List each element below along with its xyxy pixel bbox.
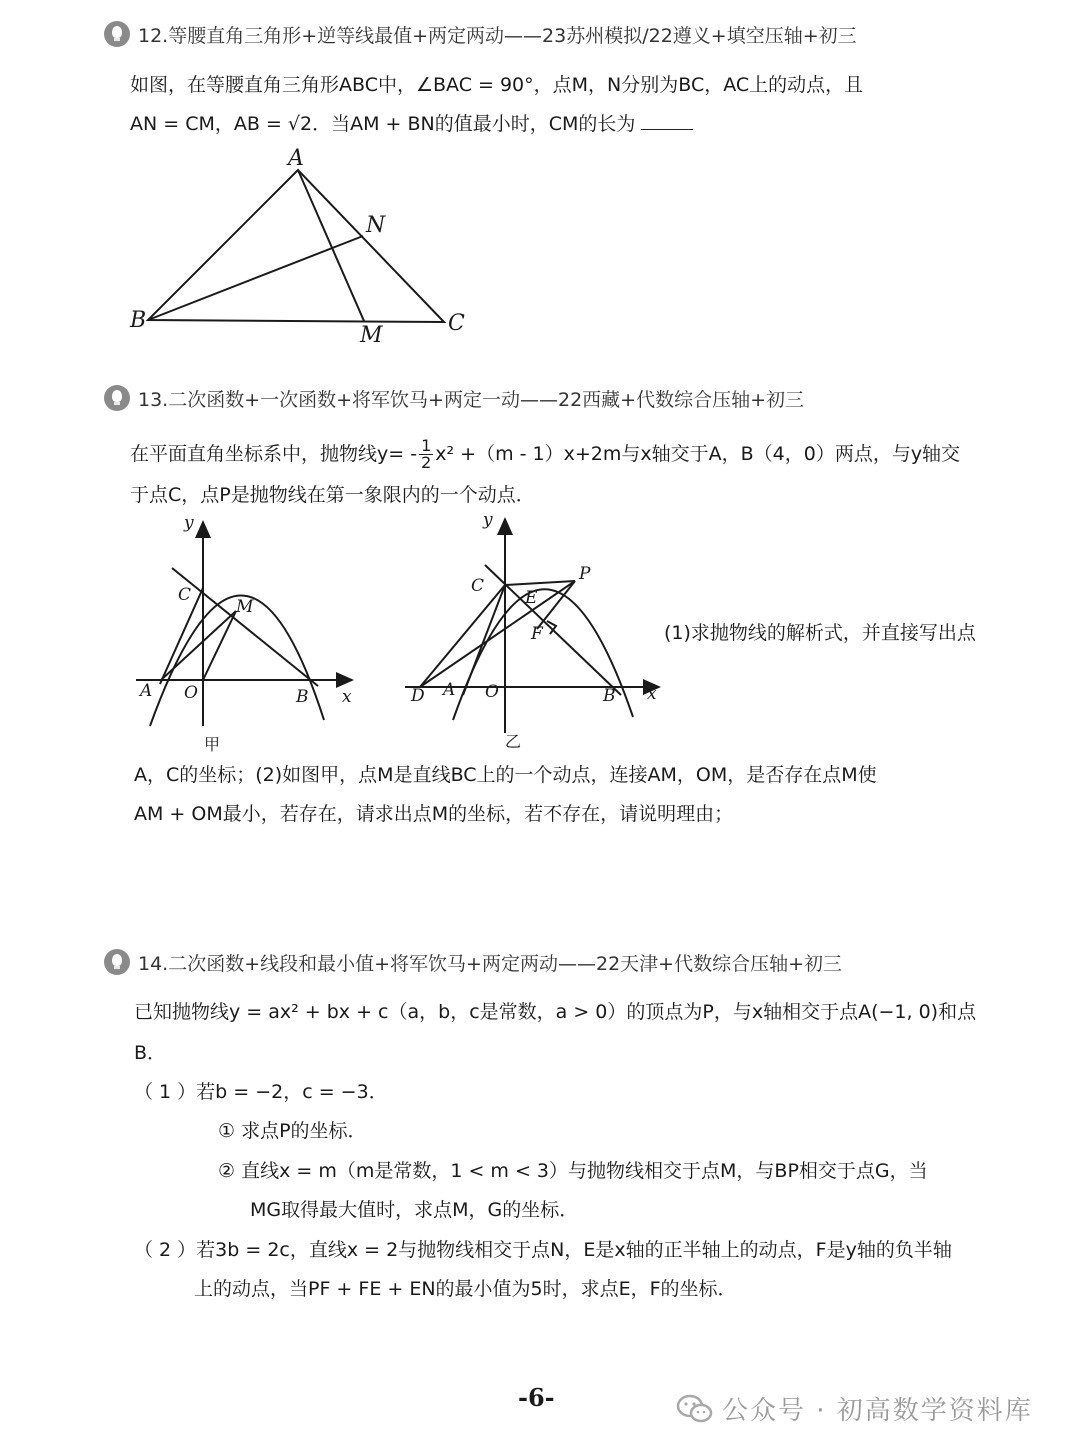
line-dp bbox=[420, 581, 575, 687]
q14-line4: ① 求点P的坐标． bbox=[218, 1120, 367, 1142]
lightbulb-icon bbox=[104, 949, 130, 975]
segment-ac bbox=[463, 585, 505, 695]
label-o: O bbox=[184, 683, 198, 703]
frac-numerator: 1 bbox=[421, 436, 432, 455]
q13-line1-pre: 在平面直角坐标系中，抛物线y= - bbox=[130, 443, 418, 465]
watermark-text: 公众号 · 初高数学资料库 bbox=[722, 1396, 1033, 1426]
label-o: O bbox=[485, 682, 499, 702]
q14-line1: 已知抛物线y = ax² + bx + c（a，b，c是常数，a > 0）的顶点为P，与x轴相交于点A(−1, 0)和点 bbox=[134, 1001, 977, 1023]
q13-line3: A，C的坐标；(2)如图甲，点M是直线BC上的一个动点，连接AM，OM，是否存在点M使 bbox=[134, 764, 877, 786]
segment-om bbox=[203, 611, 236, 680]
q12-heading bbox=[104, 19, 857, 49]
axis-label-x: x bbox=[342, 687, 352, 707]
fraction-one-half bbox=[419, 438, 433, 471]
q13-heading bbox=[104, 383, 804, 413]
page-number: -6- bbox=[518, 1383, 555, 1412]
q13-figure-jia bbox=[128, 508, 368, 756]
label-n: N bbox=[366, 213, 386, 238]
segment-bn bbox=[148, 236, 363, 320]
lightbulb-icon bbox=[104, 21, 130, 47]
q14-line2: B． bbox=[134, 1042, 167, 1064]
label-c: C bbox=[448, 311, 465, 336]
label-e: E bbox=[525, 588, 538, 608]
caption-jia: 甲 bbox=[204, 735, 221, 754]
segment-cp bbox=[505, 581, 575, 585]
q13-line4: AM + OM最小，若存在，请求出点M的坐标，若不存在，请说明理由； bbox=[134, 803, 734, 825]
q14-heading bbox=[104, 947, 842, 977]
axis-label-x: x bbox=[647, 684, 657, 704]
label-b: B bbox=[296, 687, 309, 707]
q14-line7: （ 2 ）若3b = 2c，直线x = 2与抛物线相交于点N，E是x轴的正半轴上的动点，F是y轴的负半轴 bbox=[134, 1239, 952, 1261]
axis-label-y: y bbox=[184, 513, 194, 533]
caption-yi: 乙 bbox=[505, 732, 522, 751]
frac-denominator: 2 bbox=[421, 453, 432, 472]
label-p: P bbox=[579, 564, 591, 584]
q12-line2 bbox=[130, 113, 693, 136]
label-f: F bbox=[531, 624, 543, 644]
label-a: A bbox=[443, 680, 456, 700]
label-b: B bbox=[130, 308, 147, 333]
q13-figure-yi bbox=[405, 505, 665, 751]
line-dc bbox=[420, 585, 505, 687]
wechat-icon bbox=[676, 1394, 714, 1424]
triangle-abc bbox=[148, 170, 444, 322]
watermark bbox=[676, 1390, 1033, 1427]
q12-heading-text: 12.等腰直角三角形+逆等线最值+两定两动——23苏州模拟/22遵义+填空压轴+初三 bbox=[138, 24, 857, 47]
q12-figure bbox=[120, 140, 480, 350]
lightbulb-icon bbox=[104, 385, 130, 411]
segment-am bbox=[298, 170, 364, 321]
axis-label-y: y bbox=[483, 510, 493, 530]
line-bc bbox=[172, 568, 318, 686]
q13-line1 bbox=[130, 438, 960, 471]
label-c: C bbox=[178, 585, 192, 605]
label-m: M bbox=[360, 323, 383, 348]
label-b: B bbox=[603, 686, 616, 706]
label-d: D bbox=[411, 686, 425, 706]
q14-heading-text: 14.二次函数+线段和最小值+将军饮马+两定两动——22天津+代数综合压轴+初三 bbox=[138, 952, 842, 975]
label-a: A bbox=[288, 146, 304, 171]
q14-line8: 上的动点，当PF + FE + EN的最小值为5时，求点E，F的坐标． bbox=[194, 1278, 737, 1300]
q14-line3: （ 1 ）若b = −2，c = −3． bbox=[134, 1081, 388, 1103]
label-m: M bbox=[236, 597, 254, 617]
segment-pf bbox=[537, 581, 575, 629]
q12-line1: 如图，在等腰直角三角形ABC中，∠BAC = 90°，点M，N分别为BC，AC上的动点，且 bbox=[130, 74, 864, 96]
label-a: A bbox=[140, 681, 153, 701]
label-c: C bbox=[471, 576, 485, 596]
q13-heading-text: 13.二次函数+一次函数+将军饮马+两定一动——22西藏+代数综合压轴+初三 bbox=[138, 388, 804, 411]
q12-line2-text: AN = CM，AB = √2．当AM + BN的值最小时，CM的长为 bbox=[130, 113, 636, 135]
q14-line5: ② 直线x = m（m是常数，1 < m < 3）与抛物线相交于点M，与BP相交于点G，当 bbox=[218, 1160, 928, 1182]
q14-line6: MG取得最大值时，求点M，G的坐标． bbox=[250, 1199, 579, 1221]
segment-am bbox=[161, 611, 236, 680]
q13-side-text: (1)求抛物线的解析式，并直接写出点 bbox=[664, 622, 976, 644]
q13-line2: 于点C，点P是抛物线在第一象限内的一个动点． bbox=[130, 484, 535, 506]
q13-line1-post: x² +（m - 1）x+2m与x轴交于A，B（4，0）两点，与y轴交 bbox=[435, 443, 961, 465]
answer-blank bbox=[641, 113, 693, 130]
